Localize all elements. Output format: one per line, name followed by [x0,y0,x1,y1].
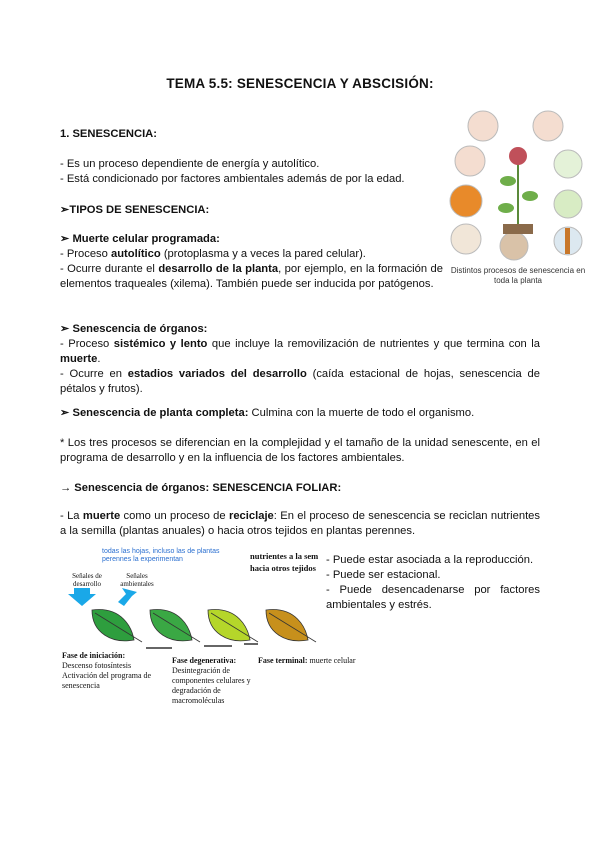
page-title: TEMA 5.5: SENESCENCIA Y ABSCISIÓN: [166,76,434,91]
nota-paragraph: * Los tres procesos se diferencian en la complejidad y el tamaño de la unidad senescente, en el programa de desarrollo y en la influencia de los factores ambientales. [60,437,540,464]
side-bullet: - Puede desencadenarse por factores ambientales y estrés. [326,584,540,611]
leaf-sequence [62,588,326,650]
side-bullet: - Puede ser estacional. [326,569,441,581]
fase-degenerativa: Fase degenerativa: Desintegración de componentes celulares y degradación de macromoléculas [172,656,251,705]
organos-line-2: - Ocurre en estadios variados del desarrollo (caída estacional de hojas, senescencia de pétalos y frutos). [60,368,540,395]
foliar-heading: → Senescencia de órganos: SENESCENCIA FOLIAR: [60,482,342,494]
foliar-paragraph: - La muerte como un proceso de reciclaje: En el proceso de senescencia se reciclan nutrientes a la semilla (plantas anuales) o hacia otros tejidos en plantas perennes. [60,510,540,537]
plant-senescence-figure [448,106,588,286]
muerte-line-2: - Ocurre durante el desarrollo de la planta, por ejemplo, en la formación de elementos traqueales (xilema). También puede ser inducida por patógenos. [60,263,443,290]
leaf-icon [208,610,250,641]
leaf-icon [150,610,192,641]
fase-terminal: Fase terminal: muerte celular [258,656,356,665]
leaf-icon [92,610,134,641]
senal-desarrollo-label: Señales de desarrollo [72,572,102,588]
plant-illustration [448,106,588,261]
organos-heading: ➢ Senescencia de órganos: [60,323,208,335]
blue-note: todas las hojas, incluso las de plantas perennes la experimentan [102,548,220,563]
senal-ambiental-label: Señales ambientales [120,572,154,588]
foliar-side-list [326,553,540,613]
arrow-icon [68,588,96,606]
bullet: - Es un proceso dependiente de energía y autolítico. [60,158,320,170]
organos-line-1: - Proceso sistémico y lento que incluye la removilización de nutrientes y que termina con la muerte. [60,338,540,365]
nutrientes-label: nutrientes a la sem hacia otros tejidos [250,551,319,573]
fase-iniciacion: Fase de iniciación: Descenso fotosíntesis Activación del programa de senescencia [62,651,152,690]
muerte-heading: ➢ Muerte celular programada: [60,233,220,245]
muerte-line-1: - Proceso autolítico (protoplasma y a veces la pared celular). [60,248,366,260]
bullet: - Está condicionado por factores ambientales además de por la edad. [60,173,405,185]
figure-caption: Distintos procesos de senescencia en toda la planta [450,266,586,285]
arrow-icon [118,588,137,606]
section-heading-senescencia: 1. SENESCENCIA: [60,128,157,140]
side-bullet: - Puede estar asociada a la reproducción. [326,554,534,566]
leaf-senescence-figure [62,548,356,705]
planta-line: ➢ Senescencia de planta completa: Culmina con la muerte de todo el organismo. [60,407,475,419]
tipos-heading: ➢TIPOS DE SENESCENCIA: [60,204,210,216]
leaf-icon [266,610,308,641]
